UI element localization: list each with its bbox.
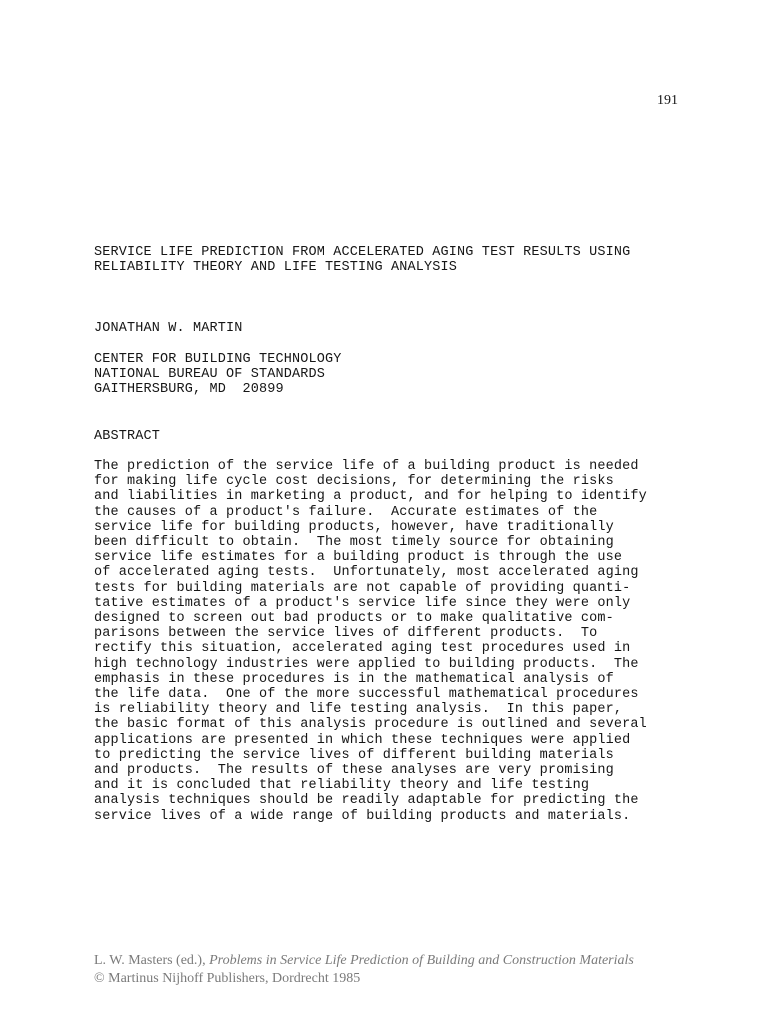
- citation-footer: [94, 952, 714, 988]
- citation-copyright: © Martinus Nijhoff Publishers, Dordrecht 1985: [94, 971, 361, 986]
- affiliation-line: GAITHERSBURG, MD 20899: [94, 382, 284, 398]
- abstract-body: [94, 459, 694, 824]
- paper-title: [94, 245, 694, 275]
- abstract-line: and it is concluded that reliability theory and life testing: [94, 778, 590, 794]
- abstract-line: been difficult to obtain. The most timely source for obtaining: [94, 535, 614, 551]
- affiliation-line: CENTER FOR BUILDING TECHNOLOGY: [94, 352, 342, 367]
- abstract-line: tative estimates of a product's service life since they were only: [94, 595, 631, 611]
- abstract-line: service lives of a wide range of building products and materials.: [94, 808, 631, 824]
- affiliation-line: NATIONAL BUREAU OF STANDARDS: [94, 367, 326, 383]
- abstract-line: the life data. One of the more successful mathematical procedures: [94, 687, 639, 703]
- author-affiliation: [94, 352, 694, 398]
- author-name: JONATHAN W. MARTIN: [94, 321, 243, 336]
- abstract-line: emphasis in these procedures is in the mathematical analysis of: [94, 671, 614, 687]
- abstract-line: service life estimates for a building product is through the use: [94, 550, 623, 566]
- abstract-line: of accelerated aging tests. Unfortunately, most accelerated aging: [94, 565, 639, 581]
- citation-line: [94, 952, 714, 970]
- abstract-heading: ABSTRACT: [94, 429, 161, 444]
- abstract-line: The prediction of the service life of a building product is needed: [94, 459, 639, 474]
- abstract-line: for making life cycle cost decisions, for determining the risks: [94, 474, 614, 490]
- abstract-line: the causes of a product's failure. Accurate estimates of the: [94, 504, 598, 520]
- abstract-line: to predicting the service lives of different building materials: [94, 747, 614, 763]
- abstract-line: service life for building products, however, have traditionally: [94, 519, 614, 535]
- abstract-line: analysis techniques should be readily adaptable for predicting the: [94, 793, 639, 809]
- abstract-line: is reliability theory and life testing analysis. In this paper,: [94, 702, 623, 718]
- abstract-line: rectify this situation, accelerated aging test procedures used in: [94, 641, 631, 657]
- page-number: 191: [657, 93, 678, 108]
- abstract-line: the basic format of this analysis procedure is outlined and several: [94, 717, 647, 733]
- abstract-line: designed to screen out bad products or to make qualitative com-: [94, 611, 614, 627]
- abstract-line: high technology industries were applied to building products. The: [94, 656, 639, 672]
- citation-book-title: Problems in Service Life Prediction of Building and Construction Materials: [209, 953, 634, 968]
- citation-editor: L. W. Masters (ed.),: [94, 953, 210, 968]
- title-line: SERVICE LIFE PREDICTION FROM ACCELERATED AGING TEST RESULTS USING: [94, 245, 631, 260]
- abstract-line: tests for building materials are not capable of providing quanti-: [94, 580, 631, 596]
- abstract-line: and liabilities in marketing a product, and for helping to identify: [94, 489, 647, 505]
- title-line: RELIABILITY THEORY AND LIFE TESTING ANALYSIS: [94, 260, 458, 276]
- abstract-line: parisons between the service lives of different products. To: [94, 626, 598, 642]
- abstract-line: applications are presented in which these techniques were applied: [94, 732, 631, 748]
- abstract-line: and products. The results of these analyses are very promising: [94, 763, 614, 779]
